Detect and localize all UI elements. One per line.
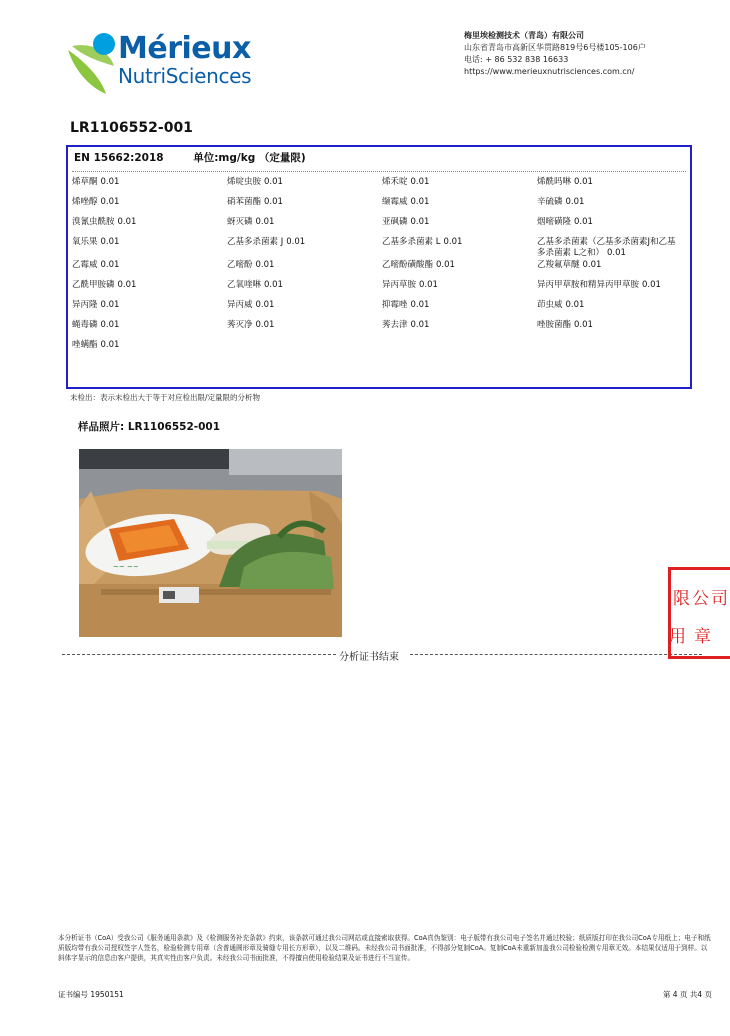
- analyte-name: 抑霉唑: [382, 300, 408, 310]
- analyte-loq: 0.01: [255, 300, 275, 310]
- analyte-loq: 0.01: [100, 197, 120, 207]
- analyte-cell: [537, 259, 692, 279]
- analyte-cell: [537, 236, 692, 259]
- analyte-cell: [72, 299, 227, 319]
- analyte-cell: [382, 319, 537, 339]
- analyte-loq: 0.01: [100, 320, 120, 330]
- results-box: [66, 145, 692, 389]
- analyte-cell: [227, 196, 382, 216]
- analyte-loq: 0.01: [574, 320, 593, 330]
- header-divider: [72, 171, 686, 172]
- analyte-cell: [227, 319, 382, 339]
- analyte-loq: 0.01: [117, 217, 137, 227]
- analyte-cell: [537, 196, 692, 216]
- analyte-loq: 0.01: [436, 260, 455, 270]
- end-divider-right: [410, 654, 702, 655]
- analyte-name: 乙基多杀菌素 J: [227, 237, 284, 247]
- footer-disclaimer: 本分析证书（CoA）受我公司《服务通用条款》及《检测服务补充条款》约束，该条款可通过我公司网站或直接索取获得。CoA真伪鉴别：电子版带有我公司电子签名并通过校验；纸质版打印在我公司CoA专用纸上；电子和纸质版均带有我公司授权签字人签名，检验检测专用章（含普通圆形章及骑缝专用长方形章），以及二维码。未经我公司书面批准，不得部分复制CoA。复制CoA未重新加盖我公司检验检测专用章无效。本结果仅适用于到样。以斜体字显示的信息由客户提供，其真实性由客户负责。未经我公司书面批准，不得擅自使用检验结果及证书进行不当宣传。: [58, 934, 711, 962]
- analyte-name: 烯草酮: [72, 177, 98, 187]
- company-website[interactable]: https://www.merieuxnutrisciences.com.cn/: [464, 67, 635, 76]
- results-row: [72, 319, 692, 339]
- analyte-loq: 0.01: [606, 248, 626, 258]
- analyte-cell: [382, 176, 537, 196]
- report-id-title: LR1106552-001: [70, 120, 193, 136]
- analyte-cell: [537, 319, 692, 339]
- stamp-line2: 用章: [669, 627, 719, 647]
- analyte-cell: [227, 259, 382, 279]
- analyte-name: 乙嘧酚磺酸酯: [382, 260, 434, 270]
- analyte-name: 乙羧氟草醚: [537, 260, 580, 270]
- analyte-loq: 0.01: [100, 260, 120, 270]
- analyte-cell: [382, 279, 537, 299]
- analyte-loq: 0.01: [410, 217, 430, 227]
- analyte-loq: 0.01: [410, 320, 430, 330]
- logo-line1: Mérieux: [118, 31, 251, 66]
- analyte-cell: [382, 299, 537, 319]
- analyte-loq: 0.01: [582, 260, 602, 270]
- analyte-cell: [227, 299, 382, 319]
- stamp-line1: 限公司: [673, 589, 730, 609]
- results-row: [72, 259, 692, 279]
- analyte-loq: 0.01: [100, 340, 120, 350]
- analyte-name: 乙嘧酚: [227, 260, 253, 270]
- analyte-name: 硝苯菌酯: [227, 197, 262, 207]
- results-row: [72, 299, 692, 319]
- results-row: [72, 176, 692, 196]
- analyte-name: 乙霉威: [72, 260, 98, 270]
- analyte-loq: 0.01: [264, 177, 283, 187]
- results-grid: [72, 176, 692, 359]
- analyte-loq: 0.01: [255, 320, 275, 330]
- analyte-cell: [537, 216, 692, 236]
- analyte-name: 烯唑醇: [72, 197, 98, 207]
- analyte-loq: 0.01: [410, 197, 430, 207]
- analyte-name: 茚虫威: [537, 300, 563, 310]
- results-note: 未检出：表示未检出大于等于对应检出限/定量限的分析物: [70, 393, 261, 402]
- analyte-cell: [227, 236, 382, 259]
- results-row: [72, 196, 692, 216]
- analyte-name: 异丙草胺: [382, 280, 417, 290]
- end-of-certificate: 分析证书结束: [338, 648, 400, 663]
- analyte-cell: [382, 236, 537, 259]
- analyte-cell: [72, 196, 227, 216]
- analyte-name: 莠灭净: [227, 320, 253, 330]
- analyte-name: 烯酰吗啉: [537, 177, 572, 187]
- analyte-cell: [537, 279, 692, 299]
- analyte-name: 亚砜磷: [382, 217, 408, 227]
- analyte-loq: 0.01: [255, 260, 275, 270]
- analyte-cell: [72, 216, 227, 236]
- svg-text:~~ ~~: ~~ ~~: [113, 563, 139, 571]
- analyte-loq: 0.01: [574, 217, 593, 227]
- analyte-loq: 0.01: [565, 300, 585, 310]
- analyte-name: 乙基多杀菌素 L: [382, 237, 441, 247]
- analyte-name: 乙氧喹啉: [227, 280, 262, 290]
- analyte-name: 乙酰甲胺磷: [72, 280, 115, 290]
- unit-label: 单位:mg/kg （定量限): [193, 152, 306, 164]
- official-seal-stamp: [668, 567, 730, 659]
- results-row: [72, 216, 692, 236]
- analyte-cell: [382, 196, 537, 216]
- results-header: [74, 150, 306, 165]
- analyte-cell: [227, 176, 382, 196]
- analyte-cell: [72, 236, 227, 259]
- page-number: 第 4 页 共4 页: [662, 990, 712, 999]
- analyte-name: 烯啶虫胺: [227, 177, 262, 187]
- method-label: EN 15662:2018: [74, 152, 164, 164]
- results-row: [72, 339, 692, 359]
- analyte-name: 乙基多杀菌素（乙基多杀菌素J和乙基多杀菌素 L之和）: [537, 237, 676, 258]
- end-divider-left: [62, 654, 336, 655]
- analyte-name: 氧乐果: [72, 237, 98, 247]
- analyte-name: 辛硫磷: [537, 197, 563, 207]
- analyte-name: 异丙威: [227, 300, 253, 310]
- analyte-loq: 0.01: [100, 237, 120, 247]
- analyte-cell: [72, 319, 227, 339]
- analyte-cell: [227, 216, 382, 236]
- analyte-cell: [72, 176, 227, 196]
- analyte-loq: 0.01: [264, 197, 283, 207]
- certificate-number: 证书编号 1950151: [58, 990, 124, 999]
- analyte-loq: 0.01: [419, 280, 438, 290]
- analyte-loq: 0.01: [117, 280, 137, 290]
- analyte-name: 唑螨酯: [72, 340, 98, 350]
- analyte-name: 异丙隆: [72, 300, 98, 310]
- analyte-loq: 0.01: [565, 197, 585, 207]
- analyte-cell: [537, 176, 692, 196]
- analyte-loq: 0.01: [410, 177, 430, 187]
- analyte-loq: 0.01: [100, 300, 120, 310]
- analyte-name: 唑胺菌酯: [537, 320, 572, 330]
- analyte-name: 缬霉威: [382, 197, 408, 207]
- analyte-name: 异丙甲草胺和精异丙甲草胺: [537, 280, 640, 290]
- sample-photo-label: 样品照片: LR1106552-001: [78, 421, 221, 433]
- analyte-loq: 0.01: [443, 237, 463, 247]
- analyte-loq: 0.01: [100, 177, 120, 187]
- company-address: 山东省青岛市高新区华贯路819号6号楼105-106户: [464, 43, 646, 52]
- analyte-loq: 0.01: [574, 177, 593, 187]
- analyte-cell: [382, 216, 537, 236]
- sample-photo: [79, 449, 342, 637]
- company-info: [464, 30, 646, 78]
- company-name: 梅里埃检测技术（青岛）有限公司: [464, 31, 584, 40]
- company-phone: 电话: + 86 532 838 16633: [464, 55, 569, 64]
- analyte-name: 溴氰虫酰胺: [72, 217, 115, 227]
- analyte-name: 烯禾啶: [382, 177, 408, 187]
- analyte-name: 烟嘧磺隆: [537, 217, 572, 227]
- results-row: [72, 236, 692, 259]
- analyte-name: 莠去津: [382, 320, 408, 330]
- analyte-cell: [72, 339, 227, 359]
- analyte-cell: [227, 279, 382, 299]
- logo-wordmark: [118, 31, 252, 88]
- logo-line2: NutriSciences: [118, 64, 252, 88]
- analyte-cell: [382, 259, 537, 279]
- analyte-name: 蚜灭磷: [227, 217, 253, 227]
- analyte-loq: 0.01: [410, 300, 430, 310]
- analyte-cell: [72, 279, 227, 299]
- analyte-loq: 0.01: [264, 280, 283, 290]
- analyte-loq: 0.01: [286, 237, 306, 247]
- analyte-loq: 0.01: [642, 280, 661, 290]
- analyte-name: 蝇毒磷: [72, 320, 98, 330]
- analyte-cell: [537, 299, 692, 319]
- results-row: [72, 279, 692, 299]
- analyte-loq: 0.01: [255, 217, 275, 227]
- analyte-cell: [72, 259, 227, 279]
